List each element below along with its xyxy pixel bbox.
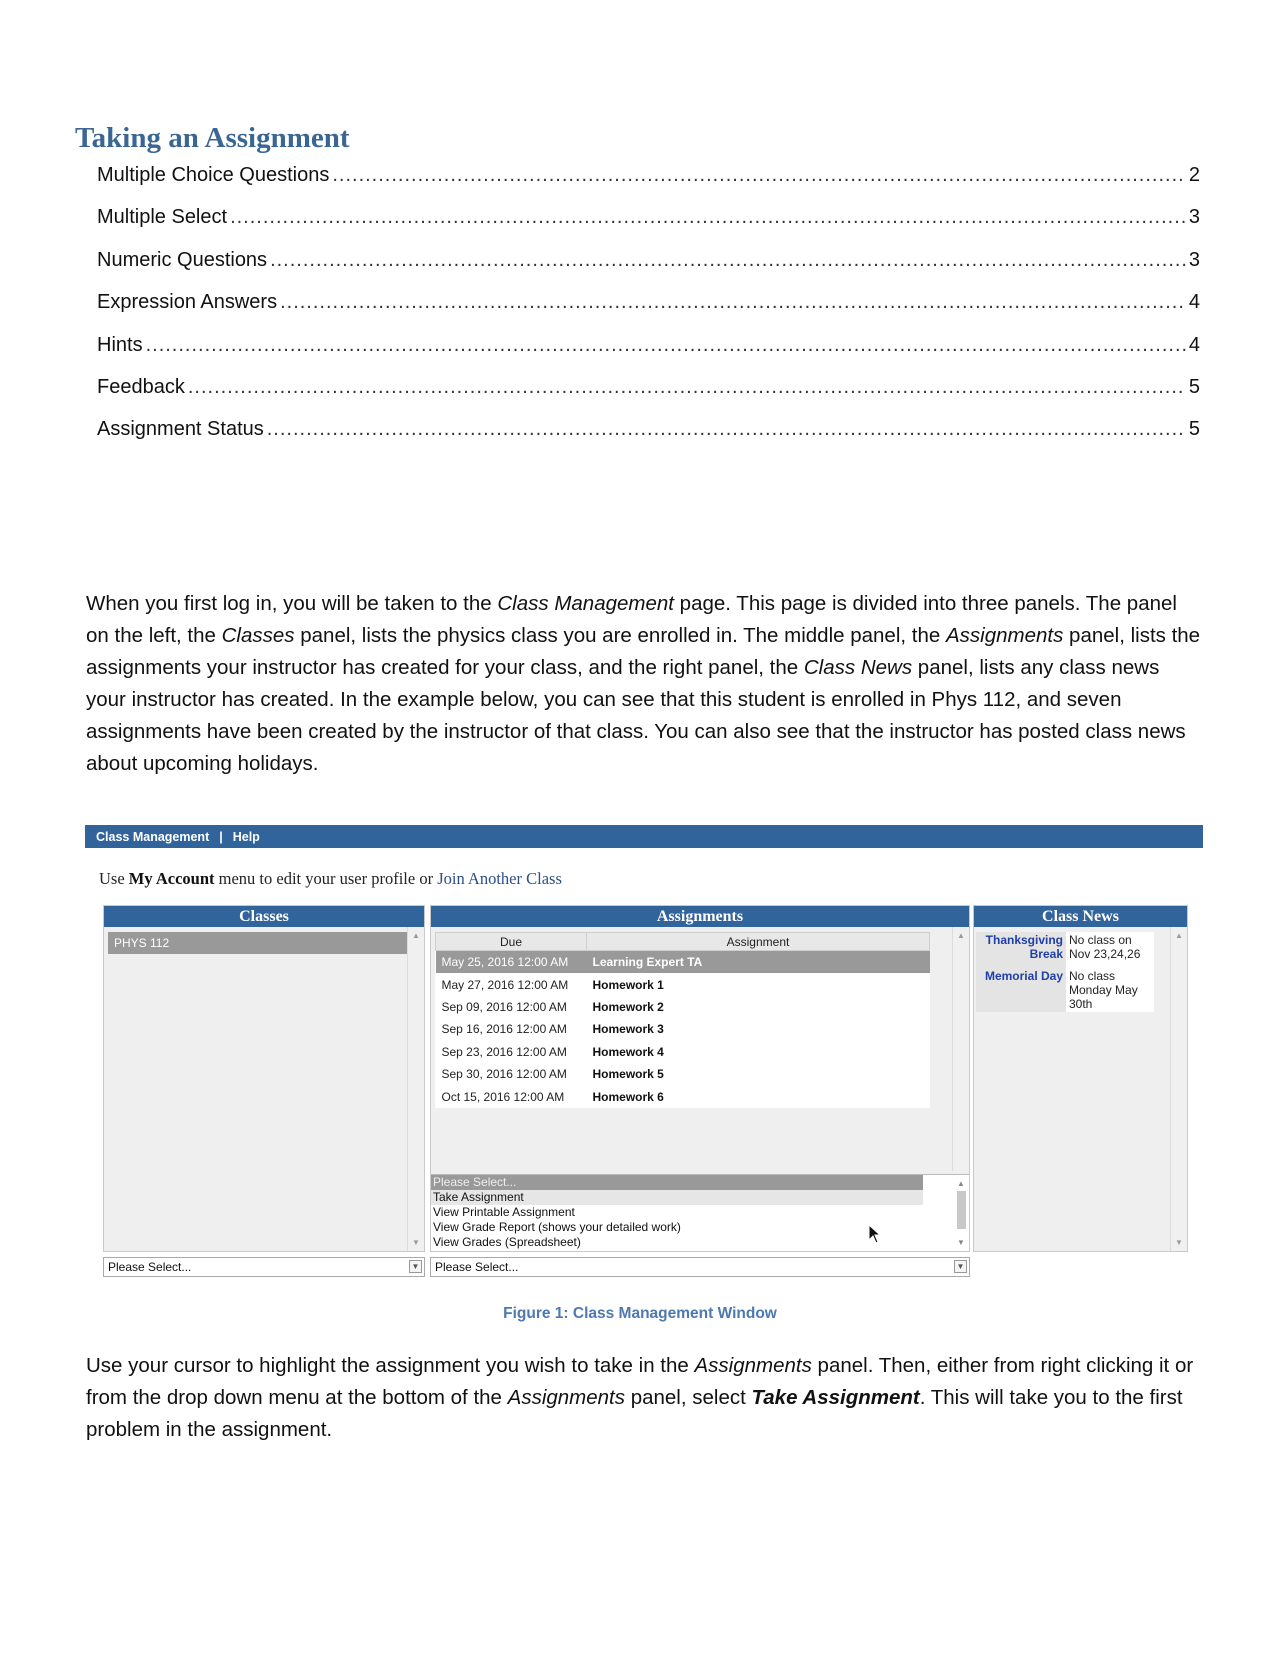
toc-leader	[230, 206, 1186, 229]
assignments-action-select[interactable]: Please Select... ▼	[430, 1257, 970, 1277]
chevron-down-icon: ▼	[954, 1260, 967, 1273]
menu-option-take-assignment[interactable]: Take Assignment	[431, 1190, 923, 1205]
toc-page: 4	[1188, 291, 1200, 314]
toc-label: Hints	[97, 333, 143, 356]
toc-label: Assignment Status	[97, 418, 264, 441]
class-news-panel	[973, 905, 1188, 1252]
mouse-pointer-icon	[868, 1224, 882, 1244]
top-nav-bar	[85, 825, 1203, 848]
news-scrollbar[interactable]	[1170, 927, 1187, 1251]
scroll-thumb[interactable]	[957, 1191, 966, 1229]
instructions-paragraph: Use your cursor to highlight the assignment you wish to take in the Assignments panel. Then, either from right clicking it or from the drop down menu at the bottom of the Assignments panel, select Take Assignment. This will take you to the first problem in the assignment.	[86, 1354, 1194, 1441]
classes-panel-title: Classes	[104, 906, 424, 927]
class-management-screenshot	[85, 825, 1203, 1285]
assignment-row[interactable]: May 25, 2016 12:00 AM Learning Expert TA	[436, 951, 930, 974]
scroll-down-icon[interactable]: ▼	[412, 1238, 420, 1247]
account-instructions: Use My Account menu to edit your user profile or Join Another Class	[99, 869, 562, 888]
nav-help[interactable]: Help	[232, 829, 260, 844]
assignment-row[interactable]: Sep 30, 2016 12:00 AM Homework 5	[441, 1067, 664, 1082]
toc-page: 3	[1188, 248, 1200, 271]
toc-entry[interactable]	[97, 334, 1200, 376]
nav-separator: |	[219, 829, 223, 844]
classes-panel	[103, 905, 425, 1252]
menu-option[interactable]: View Grades (Spreadsheet)	[433, 1235, 581, 1249]
scroll-up-icon[interactable]: ▲	[1175, 931, 1183, 940]
table-of-contents	[97, 164, 1200, 461]
scroll-down-icon[interactable]: ▼	[957, 1238, 965, 1247]
toc-page: 2	[1188, 164, 1200, 186]
section-heading: Taking an Assignment	[75, 122, 350, 154]
toc-entry[interactable]	[97, 164, 1200, 206]
toc-entry[interactable]	[97, 206, 1200, 248]
toc-entry[interactable]	[97, 376, 1200, 418]
classes-scrollbar[interactable]	[407, 927, 424, 1251]
toc-leader	[280, 291, 1186, 314]
assignment-row[interactable]: May 27, 2016 12:00 AM Homework 1	[441, 977, 664, 992]
scroll-up-icon[interactable]: ▲	[957, 1179, 965, 1188]
toc-page: 3	[1188, 206, 1200, 229]
menu-option[interactable]: View Grade Report (shows your detailed work)	[433, 1220, 681, 1234]
assignment-row[interactable]: Sep 16, 2016 12:00 AM Homework 3	[441, 1022, 664, 1037]
assignments-scrollbar[interactable]	[952, 927, 969, 1171]
toc-leader	[267, 418, 1186, 441]
class-news-panel-title: Class News	[974, 906, 1187, 927]
toc-label: Multiple Choice Questions	[97, 164, 330, 186]
menu-option[interactable]: View Printable Assignment	[433, 1205, 575, 1219]
toc-label: Feedback	[97, 375, 185, 398]
menu-option[interactable]: Please Select...	[431, 1175, 923, 1190]
scroll-up-icon[interactable]: ▲	[412, 931, 420, 940]
toc-leader	[332, 164, 1186, 187]
assignments-table	[435, 932, 930, 1108]
nav-class-management[interactable]: Class Management	[96, 829, 210, 844]
toc-entry[interactable]	[97, 291, 1200, 333]
assignment-row[interactable]: Sep 09, 2016 12:00 AM Homework 2	[441, 999, 664, 1014]
scroll-up-icon[interactable]: ▲	[957, 931, 965, 940]
toc-label: Expression Answers	[97, 291, 278, 314]
toc-label: Numeric Questions	[97, 248, 268, 271]
toc-page: 5	[1188, 418, 1200, 441]
assignments-panel	[430, 905, 970, 1252]
scroll-down-icon[interactable]: ▼	[1175, 1238, 1183, 1247]
toc-leader	[270, 249, 1186, 272]
class-item-phys-112[interactable]: PHYS 112	[108, 932, 408, 954]
assignment-row[interactable]: Oct 15, 2016 12:00 AM Homework 6	[441, 1089, 664, 1104]
my-account-label: My Account	[128, 869, 215, 888]
toc-page: 5	[1188, 375, 1200, 398]
figure-caption: Figure 1: Class Management Window	[503, 1305, 777, 1322]
toc-entry[interactable]	[97, 418, 1200, 460]
due-column-header[interactable]: Due	[436, 933, 587, 951]
classes-action-select[interactable]: Please Select... ▼	[103, 1257, 425, 1277]
toc-entry[interactable]	[97, 249, 1200, 291]
chevron-down-icon: ▼	[409, 1260, 422, 1273]
assignment-action-menu	[431, 1174, 969, 1251]
assignment-row[interactable]: Sep 23, 2016 12:00 AM Homework 4	[441, 1044, 664, 1059]
toc-leader	[188, 376, 1186, 399]
join-another-class-link[interactable]: Join Another Class	[437, 869, 562, 888]
menu-scrollbar[interactable]	[956, 1179, 966, 1247]
news-item: Thanksgiving Break No class on Nov 23,24,26	[976, 932, 1154, 962]
toc-leader	[146, 334, 1186, 357]
class-news-table	[976, 932, 1154, 1012]
news-item: Memorial Day No class Monday May 30th	[976, 968, 1154, 1012]
assignment-column-header[interactable]: Assignment	[587, 933, 930, 951]
toc-page: 4	[1188, 333, 1200, 356]
toc-label: Multiple Select	[97, 206, 228, 229]
intro-paragraph: When you first log in, you will be taken to the Class Management page. This page is divided into three panels. The panel on the left, the Classes panel, lists the physics class you are enrolled in. The middle panel, the Assignments panel, lists the assignments your instructor has created for your class, and the right panel, the Class News panel, lists any class news your instructor has created. In the example below, you can see that this student is enrolled in Phys 112, and seven assignments have been created by the instructor of that class. You can also see that the instructor has posted class news about upcoming holidays.	[86, 592, 1201, 775]
assignments-panel-title: Assignments	[431, 906, 969, 927]
